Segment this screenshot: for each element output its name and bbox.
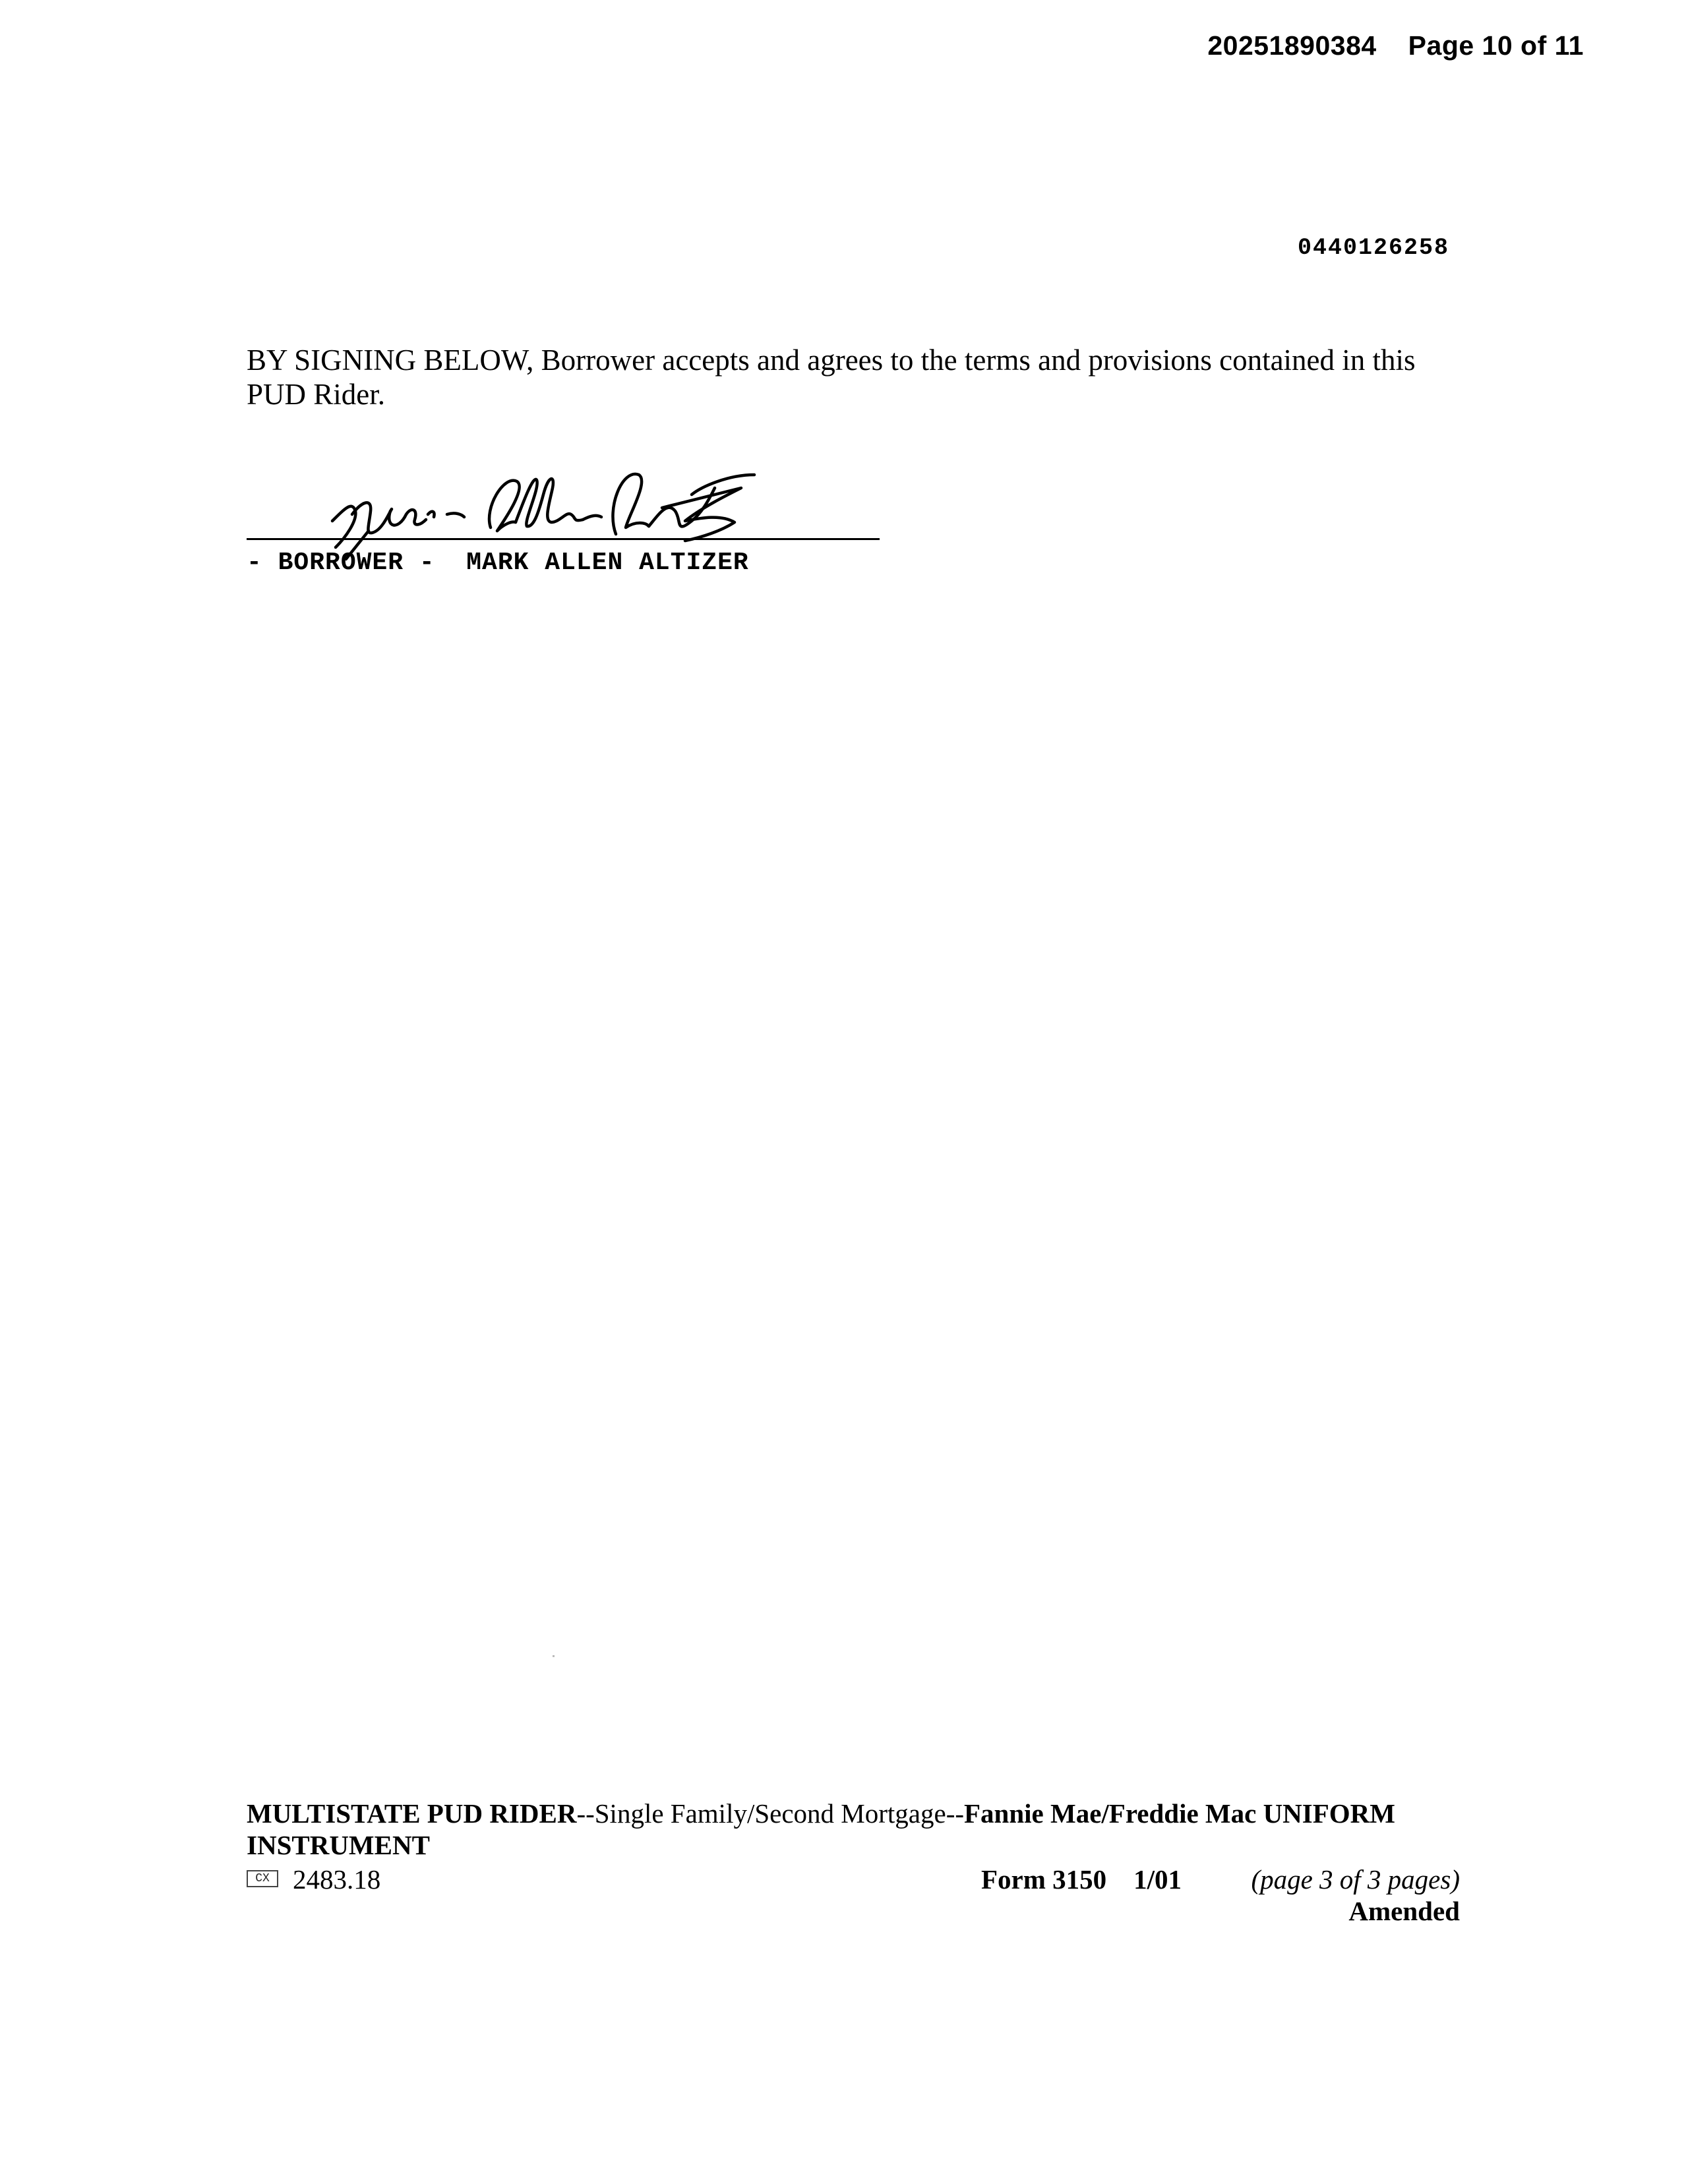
page-count: (page 3 of 3 pages) (1251, 1864, 1460, 1895)
handwritten-signature (306, 448, 820, 561)
footer-title-part-3: Fannie Mae/Freddie Mac UNIFORM (964, 1798, 1395, 1829)
document-number: 20251890384 (1207, 30, 1377, 61)
recording-header (1207, 30, 1584, 61)
form-code-value: 2483.18 (293, 1864, 381, 1895)
agreement-line-2: PUD Rider. (247, 378, 386, 411)
signature-block (247, 448, 880, 580)
form-footer (247, 1798, 1460, 1927)
cx-logo-icon: CX (247, 1870, 278, 1887)
page-indicator: Page 10 of 11 (1408, 30, 1584, 61)
loan-number: 0440126258 (1297, 235, 1449, 261)
footer-title-line-2: INSTRUMENT (247, 1830, 430, 1860)
footer-title-part-2: --Single Family/Second Mortgage-- (576, 1798, 965, 1829)
footer-title-part-1: MULTISTATE PUD RIDER (247, 1798, 577, 1829)
signature-line (247, 538, 880, 540)
form-number: Form 3150 1/01 (981, 1864, 1182, 1895)
scan-speck (553, 1655, 555, 1657)
footer-details (247, 1862, 1460, 1895)
footer-title (247, 1798, 1460, 1861)
signer-caption: - BORROWER - MARK ALLEN ALTIZER (247, 549, 749, 577)
agreement-text (247, 343, 1460, 411)
amended-label: Amended (1348, 1896, 1460, 1926)
agreement-line-1: BY SIGNING BELOW, Borrower accepts and agrees to the terms and provisions contained in this (247, 344, 1416, 377)
form-code (247, 1864, 380, 1895)
